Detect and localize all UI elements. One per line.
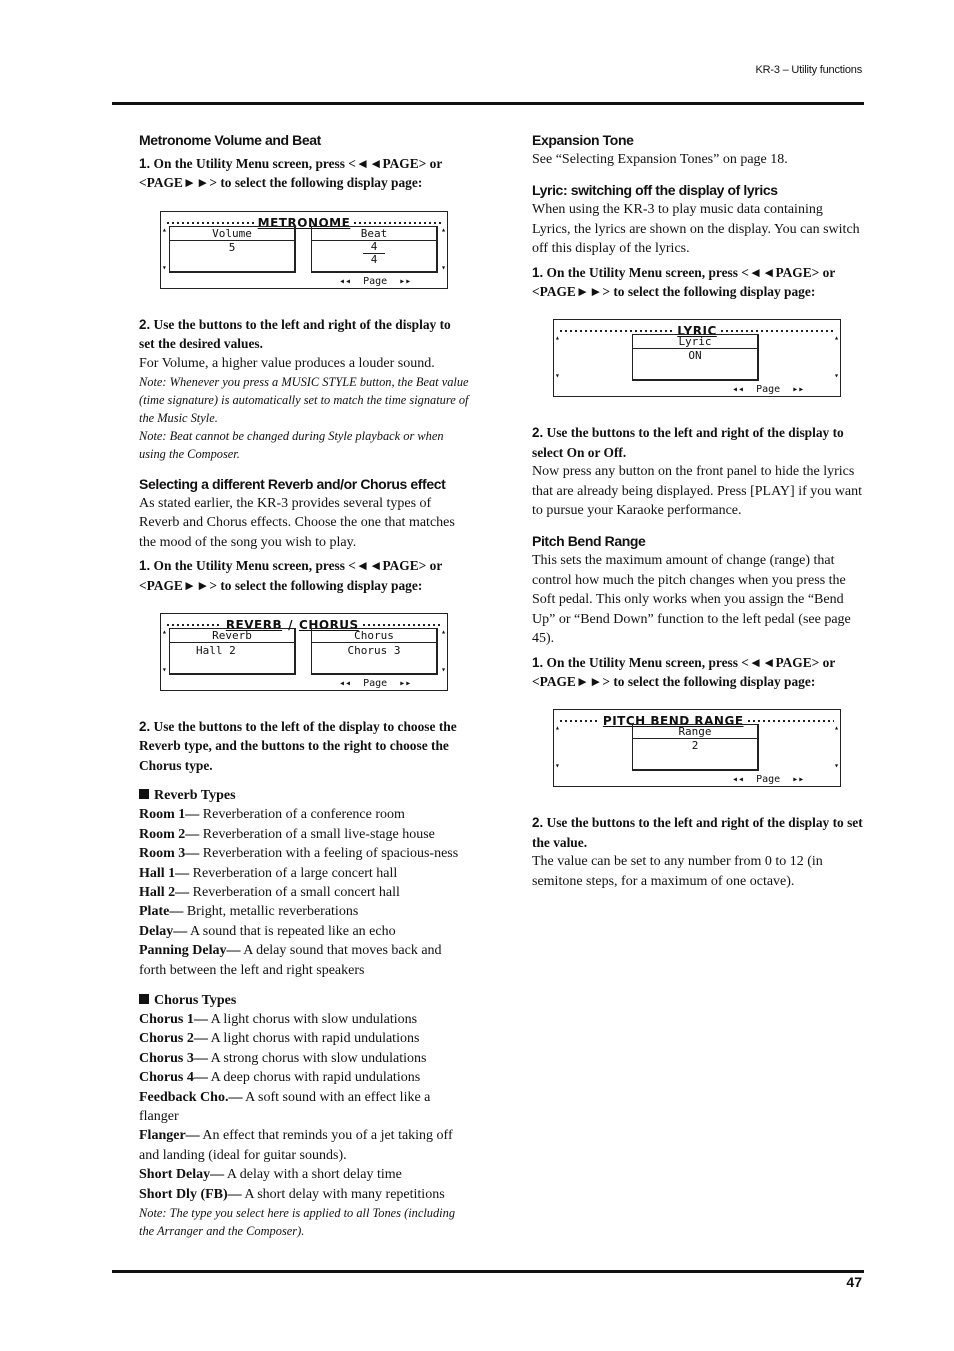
reverb-types-list bbox=[139, 805, 469, 980]
pitch-body: This sets the maximum amount of change (range) that control how much the pitch changes when you press the Soft pedal. This only works when you assign the “Bend Up” or “Bend Down” function to the left pedal (see page 45). bbox=[532, 553, 851, 647]
expansion-body: See “Selecting Expansion Tones” on page 18. bbox=[532, 152, 788, 167]
reverb-step-1: 1. On the Utility Menu screen, press <◄◄PAGE> or <PAGE►►> to select the following display page: bbox=[139, 558, 443, 593]
left-down-arrow-icon: ▾ bbox=[555, 371, 560, 381]
lyric-body: When using the KR-3 to play music data containing Lyrics, the lyrics are shown on the display. You can switch off this display of the lyrics. bbox=[532, 202, 860, 257]
list-item: Chorus 3— A strong chorus with slow undulations bbox=[139, 1050, 427, 1066]
range-box bbox=[632, 724, 759, 771]
list-item: Hall 1— Reverberation of a large concert hall bbox=[139, 865, 398, 881]
right-up-arrow-icon: ▴ bbox=[834, 333, 839, 343]
reverb-heading: Selecting a different Reverb and/or Chorus effect bbox=[139, 476, 446, 493]
right-down-arrow-icon: ▾ bbox=[441, 665, 446, 675]
right-down-arrow-icon: ▾ bbox=[834, 761, 839, 771]
list-item: Chorus 2— A light chorus with rapid undulations bbox=[139, 1031, 420, 1047]
left-down-arrow-icon: ▾ bbox=[555, 761, 560, 771]
page-indicator: ◂◂ Page ▸▸ bbox=[732, 774, 805, 786]
list-item: Room 1— Reverberation of a conference room bbox=[139, 807, 405, 823]
pitch-step-1: 1. On the Utility Menu screen, press <◄◄PAGE> or <PAGE►►> to select the following display page: bbox=[532, 654, 836, 689]
left-column bbox=[139, 130, 469, 1240]
reverb-step-2: 2. Use the buttons to the left of the display to choose the Reverb type, and the buttons to the right to choose the Chorus type. bbox=[139, 719, 457, 773]
pitch-step-2: 2. Use the buttons to the left and right of the display to set the value. bbox=[532, 815, 863, 850]
range-label: Range bbox=[633, 725, 757, 739]
list-item: Short Dly (FB)— A short delay with many repetitions bbox=[139, 1186, 445, 1202]
list-item: Delay— A sound that is repeated like an echo bbox=[139, 923, 396, 939]
reverb-box bbox=[169, 628, 296, 675]
beat-value-bottom: 4 bbox=[370, 252, 378, 266]
beat-value-top: 4 bbox=[370, 239, 378, 253]
square-bullet-icon bbox=[139, 994, 149, 1004]
reverb-types-heading: Reverb Types bbox=[139, 786, 469, 805]
lyric-step-1: 1. On the Utility Menu screen, press <◄◄PAGE> or <PAGE►►> to select the following display page: bbox=[532, 264, 836, 300]
square-bullet-icon bbox=[139, 789, 149, 799]
right-down-arrow-icon: ▾ bbox=[441, 262, 446, 272]
metronome-step-2: 2. Use the buttons to the left and right of the display to set the desired values. bbox=[139, 316, 451, 352]
metronome-note-2: Note: Beat cannot be changed during Style playback or when using the Composer. bbox=[139, 429, 444, 462]
list-item: Hall 2— Reverberation of a small concert hall bbox=[139, 884, 400, 900]
chorus-label: Chorus bbox=[312, 629, 436, 643]
metronome-note-1: Note: Whenever you press a MUSIC STYLE button, the Beat value (time signature) is automatically set to match the time signature of the Music Style. bbox=[139, 375, 469, 426]
chorus-note: Note: The type you select here is applied to all Tones (including the Arranger and the Composer). bbox=[139, 1206, 456, 1238]
list-item: Short Delay— A delay with a short delay time bbox=[139, 1167, 402, 1183]
lcd-title-separator: / bbox=[288, 618, 294, 633]
right-down-arrow-icon: ▾ bbox=[834, 371, 839, 381]
left-up-arrow-icon: ▴ bbox=[162, 224, 167, 234]
right-up-arrow-icon: ▴ bbox=[834, 723, 839, 733]
beat-label: Beat bbox=[312, 227, 436, 241]
lyric-lcd bbox=[553, 319, 841, 397]
metronome-heading: Metronome Volume and Beat bbox=[139, 132, 321, 148]
pitch-bend-lcd bbox=[553, 709, 841, 787]
pitch-body-2: The value can be set to any number from 0 to 12 (in semitone steps, for a maximum of one octave). bbox=[532, 854, 823, 889]
reverb-body: As stated earlier, the KR-3 provides several types of Reverb and Chorus effects. Choose the one that matches the mood of the song you wish to play. bbox=[139, 496, 455, 550]
volume-box bbox=[169, 226, 296, 273]
page-number: 47 bbox=[846, 1274, 862, 1290]
left-up-arrow-icon: ▴ bbox=[555, 333, 560, 343]
pitch-heading: Pitch Bend Range bbox=[532, 533, 646, 550]
lyric-label: Lyric bbox=[633, 335, 757, 349]
list-item: Chorus 1— A light chorus with slow undulations bbox=[139, 1011, 418, 1027]
beat-box bbox=[311, 226, 438, 273]
right-up-arrow-icon: ▴ bbox=[441, 224, 446, 234]
chorus-value: Chorus 3 bbox=[347, 644, 401, 658]
lyric-step-2: 2. Use the buttons to the left and right of the display to select On or Off. bbox=[532, 425, 844, 460]
left-down-arrow-icon: ▾ bbox=[162, 262, 167, 272]
chorus-box bbox=[311, 628, 438, 675]
range-value: 2 bbox=[691, 739, 699, 753]
volume-label: Volume bbox=[170, 227, 294, 241]
list-item: Plate— Bright, metallic reverberations bbox=[139, 904, 359, 920]
right-column bbox=[532, 130, 864, 891]
top-rule bbox=[112, 102, 864, 105]
list-item: Panning Delay— A delay sound that moves back and forth between the left and right speakers bbox=[139, 943, 442, 978]
metronome-lcd bbox=[160, 211, 448, 289]
list-item: Chorus 4— A deep chorus with rapid undulations bbox=[139, 1070, 421, 1086]
list-item: Room 2— Reverberation of a small live-stage house bbox=[139, 826, 435, 842]
bottom-rule bbox=[112, 1270, 864, 1273]
list-item: Flanger— An effect that reminds you of a jet taking off and landing (ideal for guitar sounds). bbox=[139, 1128, 453, 1163]
lyric-value: ON bbox=[688, 349, 702, 363]
left-up-arrow-icon: ▴ bbox=[555, 723, 560, 733]
lcd-title-chorus: CHORUS bbox=[299, 618, 359, 633]
reverb-chorus-lcd bbox=[160, 613, 448, 691]
chorus-types-list bbox=[139, 1010, 469, 1204]
right-up-arrow-icon: ▴ bbox=[441, 627, 446, 637]
left-down-arrow-icon: ▾ bbox=[162, 665, 167, 675]
lyric-box bbox=[632, 334, 759, 381]
left-up-arrow-icon: ▴ bbox=[162, 627, 167, 637]
reverb-value: Hall 2 bbox=[196, 644, 236, 658]
page-indicator: ◂◂ Page ▸▸ bbox=[732, 384, 805, 396]
lcd-title: LYRIC bbox=[677, 324, 717, 339]
chorus-types-heading: Chorus Types bbox=[139, 991, 469, 1010]
lcd-title: PITCH BEND RANGE bbox=[602, 714, 744, 729]
running-header: KR-3 – Utility functions bbox=[755, 64, 862, 76]
list-item: Feedback Cho.— A soft sound with an effect like a flanger bbox=[139, 1089, 431, 1124]
metronome-step-1: 1. On the Utility Menu screen, press <◄◄PAGE> or <PAGE►►> to select the following display page: bbox=[139, 156, 443, 191]
reverb-label: Reverb bbox=[170, 629, 294, 643]
expansion-heading: Expansion Tone bbox=[532, 132, 634, 148]
page-indicator: ◂◂ Page ▸▸ bbox=[339, 275, 412, 287]
lcd-title: METRONOME bbox=[257, 215, 351, 230]
volume-value: 5 bbox=[228, 240, 236, 254]
lyric-body-2: Now press any button on the front panel to hide the lyrics that are already being displayed. Press [PLAY] if you want to pursue your Karaoke performance. bbox=[532, 464, 862, 519]
metronome-body: For Volume, a higher value produces a louder sound. bbox=[139, 355, 435, 371]
lyric-heading: Lyric: switching off the display of lyrics bbox=[532, 182, 778, 199]
list-item: Room 3— Reverberation with a feeling of spacious-ness bbox=[139, 846, 459, 862]
lcd-title-reverb: REVERB bbox=[225, 618, 283, 633]
page-indicator: ◂◂ Page ▸▸ bbox=[339, 678, 412, 690]
